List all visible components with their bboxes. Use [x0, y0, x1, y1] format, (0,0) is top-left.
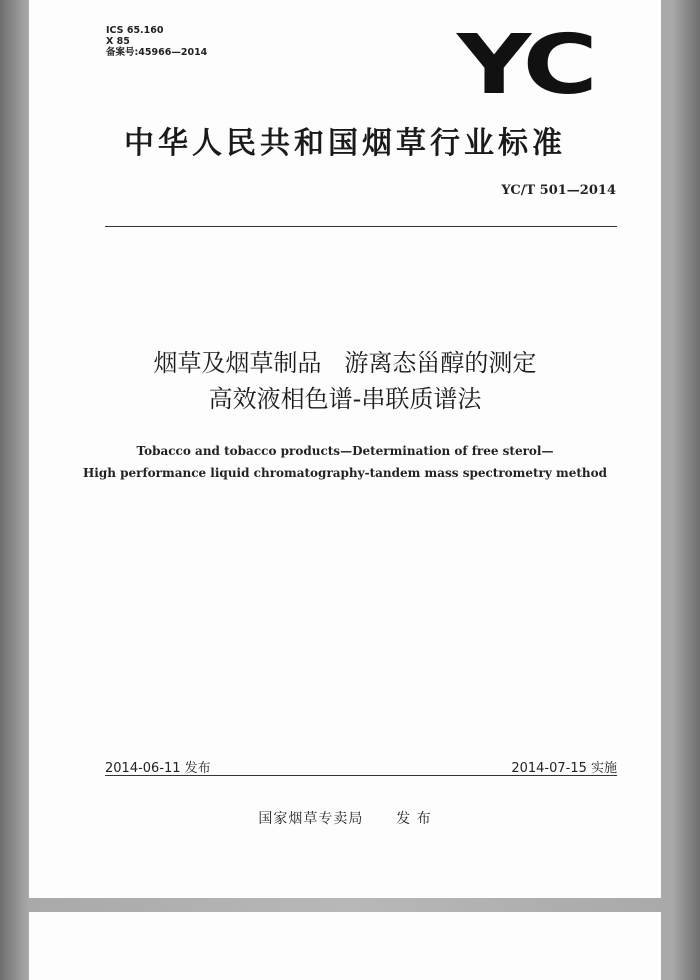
document-title-en: [29, 440, 661, 484]
title-en-line2: High performance liquid chromatography-tandem mass spectrometry method: [82, 466, 608, 480]
issuer-action: 发 布: [396, 811, 432, 827]
header-divider: [105, 226, 617, 227]
title-en-line1: Tobacco and tobacco products—Determination of free sterol—: [136, 444, 554, 458]
title-cn-line2: 高效液相色谱-串联质谱法: [208, 385, 482, 413]
next-page: [29, 912, 661, 980]
issuer-line: [29, 808, 661, 828]
ics-code: ICS 65.160: [106, 25, 164, 36]
document-title-cn: [29, 345, 661, 417]
issue-date: 2014-06-11 发布: [105, 761, 211, 776]
implementation-date: 2014-07-15 实施: [511, 761, 617, 776]
standard-code: YC/T 501—2014: [501, 183, 616, 198]
title-cn-line1: 烟草及烟草制品 游离态甾醇的测定: [153, 349, 537, 377]
standard-title: 中华人民共和国烟草行业标准: [124, 126, 566, 161]
filing-number: 备案号:45966—2014: [106, 47, 208, 58]
yc-logo: YC: [457, 18, 593, 113]
classification-block: [106, 25, 207, 58]
document-page: [29, 0, 661, 898]
footer-divider: [105, 775, 617, 776]
class-code: X 85: [106, 36, 130, 47]
issuer-name: 国家烟草专卖局: [258, 811, 364, 827]
